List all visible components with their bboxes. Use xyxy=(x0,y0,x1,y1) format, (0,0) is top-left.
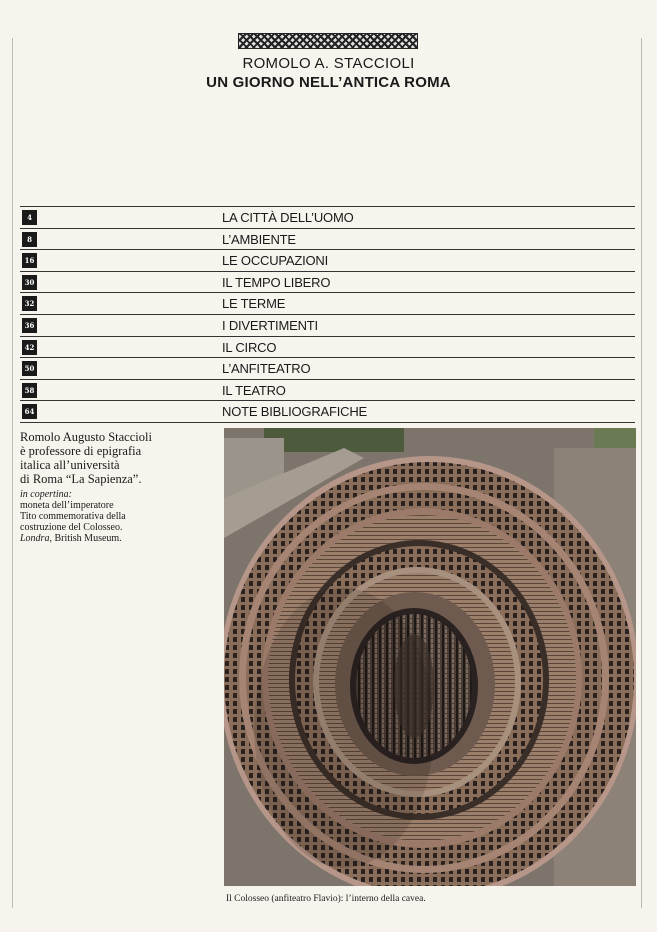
author-name: ROMOLO A. STACCIOLI xyxy=(242,55,415,72)
toc-page-number: 4 xyxy=(22,210,37,225)
toc-row[interactable] xyxy=(20,272,635,294)
decorative-ornament xyxy=(238,33,418,49)
author-bio xyxy=(20,430,210,486)
cover-note-location xyxy=(20,533,210,544)
colosseum-illustration xyxy=(224,428,636,886)
toc-row[interactable] xyxy=(20,207,635,229)
cover-note-museum: , British Museum. xyxy=(49,533,122,544)
toc-chapter-title: L’AMBIENTE xyxy=(222,231,296,247)
cover-note-heading: in copertina: xyxy=(20,489,72,500)
book-title: UN GIORNO NELL’ANTICA ROMA xyxy=(206,74,451,91)
toc-page-number: 50 xyxy=(22,361,37,376)
bio-line: è professore di epigrafia xyxy=(20,444,142,458)
toc-chapter-title: LA CITTÀ DELL’UOMO xyxy=(222,210,354,225)
bio-line: di Roma “La Sapienza”. xyxy=(20,472,142,486)
toc-page-number: 16 xyxy=(22,253,37,268)
toc-page-number: 64 xyxy=(22,404,37,419)
toc-page-number: 42 xyxy=(22,340,37,355)
cover-note-line: Tito commemorativa della xyxy=(20,511,126,522)
toc-chapter-title: L’ANFITEATRO xyxy=(222,361,311,377)
photo-caption: Il Colosseo (anfiteatro Flavio): l’interno della cavea. xyxy=(226,894,426,904)
cover-note-city: Londra xyxy=(20,533,50,544)
toc-row[interactable] xyxy=(20,250,635,272)
cover-note-line: moneta dell’imperatore xyxy=(20,500,114,511)
toc-chapter-title: LE TERME xyxy=(222,296,286,312)
toc-row[interactable] xyxy=(20,337,635,359)
toc-page-number: 58 xyxy=(22,383,37,398)
colosseum-aerial-photo xyxy=(224,428,636,886)
toc-chapter-title: I DIVERTIMENTI xyxy=(222,317,318,333)
toc-row[interactable] xyxy=(20,315,635,337)
bio-line: Romolo Augusto Staccioli xyxy=(20,430,152,444)
bio-line: italica all’università xyxy=(20,458,120,472)
toc-page-number: 30 xyxy=(22,275,37,290)
toc-row[interactable] xyxy=(20,293,635,315)
toc-row[interactable] xyxy=(20,401,635,423)
toc-page-number: 32 xyxy=(22,296,37,311)
toc-row[interactable] xyxy=(20,380,635,402)
toc-row[interactable] xyxy=(20,229,635,251)
toc-chapter-title: IL TEATRO xyxy=(222,382,286,398)
toc-chapter-title: IL TEMPO LIBERO xyxy=(222,274,331,290)
table-of-contents xyxy=(20,206,635,423)
frame-line-left xyxy=(12,38,13,908)
toc-page-number: 36 xyxy=(22,318,37,333)
frame-line-right xyxy=(641,38,642,908)
toc-row[interactable] xyxy=(20,358,635,380)
toc-chapter-title: NOTE BIBLIOGRAFICHE xyxy=(222,404,368,420)
toc-chapter-title: IL CIRCO xyxy=(222,339,277,355)
toc-page-number: 8 xyxy=(22,232,37,247)
cover-note-line: costruzione del Colosseo. xyxy=(20,522,123,533)
toc-chapter-title: LE OCCUPAZIONI xyxy=(222,253,329,269)
cover-note xyxy=(20,489,210,544)
